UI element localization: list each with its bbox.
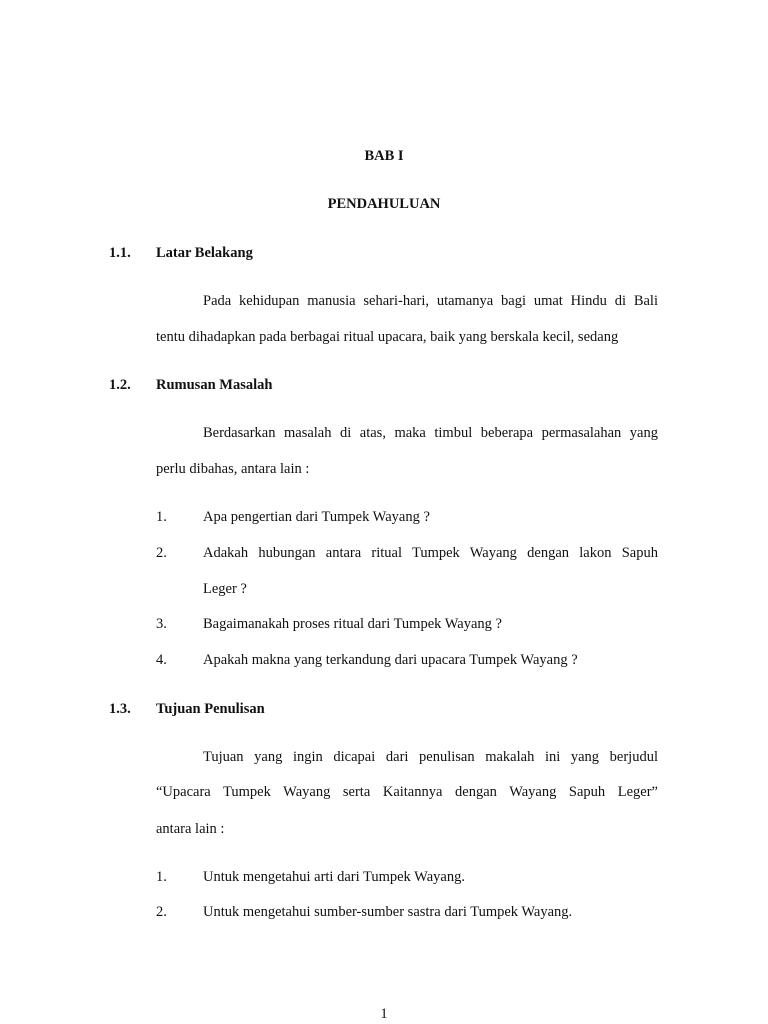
- list-number: 2.: [156, 904, 167, 920]
- paragraph-line: Tujuan yang ingin dicapai dari penulisan makalah ini yang berjudul: [203, 749, 658, 765]
- paragraph-line: Pada kehidupan manusia sehari-hari, utamanya bagi umat Hindu di Bali: [203, 293, 658, 309]
- section-number: 1.1.: [109, 245, 131, 261]
- paragraph-line: “Upacara Tumpek Wayang serta Kaitannya dengan Wayang Sapuh Leger”: [156, 784, 658, 800]
- paragraph-line: perlu dibahas, antara lain :: [156, 461, 310, 477]
- list-number: 1.: [156, 509, 167, 525]
- list-item: Apa pengertian dari Tumpek Wayang ?: [203, 509, 430, 525]
- section-title: Latar Belakang: [156, 245, 253, 261]
- paragraph-line: antara lain :: [156, 821, 225, 837]
- list-item: Apakah makna yang terkandung dari upacara Tumpek Wayang ?: [203, 652, 578, 668]
- paragraph-line: tentu dihadapkan pada berbagai ritual upacara, baik yang berskala kecil, sedang: [156, 329, 619, 345]
- chapter-title: PENDAHULUAN: [327, 196, 441, 212]
- list-item: Bagaimanakah proses ritual dari Tumpek Wayang ?: [203, 616, 502, 632]
- list-number: 4.: [156, 652, 167, 668]
- list-item-continuation: Leger ?: [203, 581, 247, 597]
- section-number: 1.2.: [109, 377, 131, 393]
- section-title: Rumusan Masalah: [156, 377, 273, 393]
- section-title: Tujuan Penulisan: [156, 701, 265, 717]
- list-number: 1.: [156, 869, 167, 885]
- list-number: 2.: [156, 545, 167, 561]
- paragraph-line: Berdasarkan masalah di atas, maka timbul beberapa permasalahan yang: [203, 425, 658, 441]
- list-item: Adakah hubungan antara ritual Tumpek Wayang dengan lakon Sapuh: [203, 545, 658, 561]
- chapter-number: BAB I: [364, 148, 404, 164]
- page-number: 1: [380, 1006, 388, 1022]
- list-number: 3.: [156, 616, 167, 632]
- list-item: Untuk mengetahui arti dari Tumpek Wayang.: [203, 869, 465, 885]
- section-number: 1.3.: [109, 701, 131, 717]
- list-item: Untuk mengetahui sumber-sumber sastra dari Tumpek Wayang.: [203, 904, 573, 920]
